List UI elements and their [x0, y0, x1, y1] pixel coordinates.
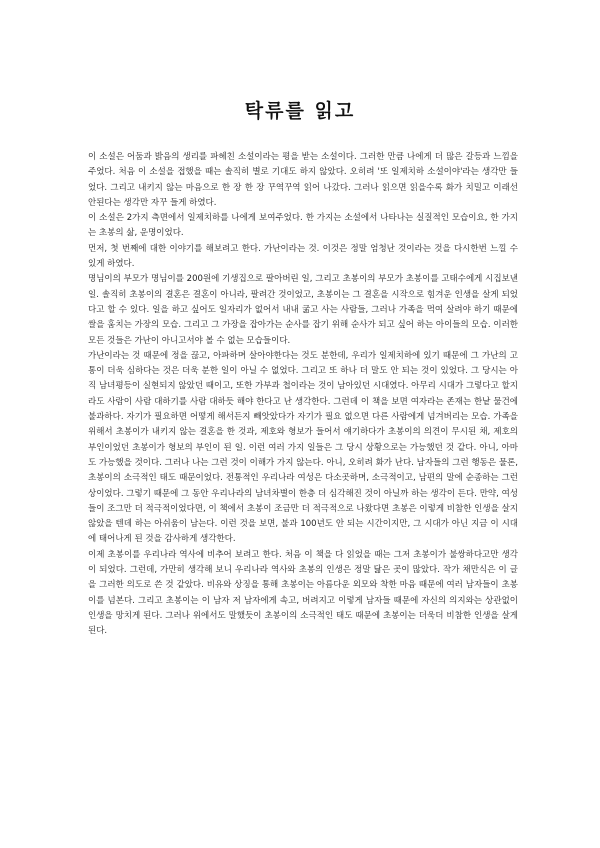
paragraph-1: 이 소설은 어둠과 밝음의 생리를 파헤친 소설이라는 평을 받는 소설이다. 그러한 만큼 나에게 더 많은 갈등과 느낌을 주었다. 처음 이 소설을 접했을 때는 솔직히 별로 기대도 하지 않았다. 오히려 '또 일제치하 소설이야'라는 생각만 들었다. 그리고 내키지 않는 마음으로 한 장 한 장 꾸역꾸역 읽어 나갔다. 그러나 읽으면 읽을수록 화가 치밀고 이래선 안된다는 생각만 자꾸 들게 하였다.	[88, 152, 518, 208]
paragraph-6: 이제 초봉이를 우리나라 역사에 비추어 보려고 한다. 처음 이 책을 다 읽었을 때는 그저 초봉이가 불쌍하다고만 생각이 되었다. 그런데, 가만히 생각해 보니 우리나라 역사와 초봉의 인생은 정말 닮은 곳이 많았다. 작가 채만식은 이 글을 그러한 의도로 쓴 것 같았다. 비유와 상징을 통해 초봉이는 아름다운 외모와 착한 마음 때문에 여러 남자들이 초봉이를 넘본다. 그리고 초봉이는 이 남자 저 남자에게 속고, 버려지고 이렇게 남자들 때문에 자신의 의지와는 상관없이 인생을 망치게 된다. 그러나 위에서도 말했듯이 초봉이의 소극적인 태도 때문에 초봉이는 더욱더 비참한 인생을 살게 된다.	[88, 549, 518, 637]
paragraph-2: 이 소설은 2가지 측면에서 일제치하를 나에게 보여주었다. 한 가지는 소설에서 나타나는 실질적인 모습이요, 한 가지는 초봉의 삶, 운명이었다.	[88, 213, 518, 239]
paragraph-4: 명님이의 부모가 명님이를 200원에 기생집으로 팔아버린 일, 그리고 초봉이의 부모가 초봉이를 고태수에게 시집보낸 일. 솔직히 초봉이의 결혼은 결혼이 아니라, 팔려간 것이었고, 초봉이는 그 결혼을 시작으로 힘겨운 인생을 살게 되었다고 할 수 있다. 일을 하고 싶어도 일자리가 없어서 내내 굶고 사는 사람들, 그러나 가족을 먹여 살려야 하기 때문에 쌀을 훔치는 가장의 모습. 그리고 그 가장을 잡아가는 순사를 잡기 위해 순사가 되고 싶어 하는 아이들의 모습. 이러한 모든 것들은 가난이 아니고서야 볼 수 없는 모습들이다.	[88, 274, 518, 346]
paragraph-3: 먼저, 첫 번째에 대한 이야기를 해보려고 한다. 가난이라는 것. 이것은 정말 엄청난 것이라는 것을 다시한번 느낄 수 있게 하였다.	[88, 243, 518, 270]
paragraph-5: 가난이라는 것 때문에 정을 끊고, 아파하며 살아야한다는 것도 분한데, 우리가 일제치하에 있기 때문에 그 가난의 고통이 더욱 심하다는 것은 더욱 분한 일이 아닐 수 없었다. 그리고 또 하나 더 말도 안 되는 것이 있었다. 그 당시는 아직 남녀평등이 실현되지 않았던 때이고, 또한 가부과 첩이라는 것이 남아있던 시대였다. 아무리 시대가 그렇다고 할지라도 사람이 사람 대하기를 사람 대하듯 해야 한다고 난 생각한다. 그런데 이 책을 보면 여자라는 존재는 한낱 물건에 불과하다. 자기가 필요하면 어떻게 해서든지 빼앗았다가 자기가 필요 없으면 다른 사람에게 넘겨버리는 모습. 가족을 위해서 초봉이가 내키지 않는 결혼을 한 것과, 제호와 형보가 들어서 얘기하다가 초봉이의 의견이 무시된 채, 제호의 부인이었던 초봉이가 형보의 부인이 된 일. 이런 여러 가지 일들은 그 당시 상황으로는 가능했던 것 같다. 아니, 아마도 가능했을 것이다. 그러나 나는 그런 것이 이해가 가지 않는다. 아니, 오히려 화가 난다. 남자들의 그런 행동은 물론, 초봉이의 소극적인 태도 때문이었다. 전통적인 우리나라 여성은 다소곳하며, 소극적이고, 남편의 말에 순종하는 그런 상이었다. 그렇기 때문에 그 동안 우리나라의 남녀차별이 한층 더 심각해진 것이 아닐까 하는 생각이 든다. 만약, 여성들이 조그만 더 적극적이었다면, 이 책에서 초봉이 조금만 더 적극적으로 나왔다면 초봉은 이렇게 비참한 인생을 살지 않았을 텐데 하는 아쉬움이 남는다. 이런 것을 보면, 불과 100년도 안 되는 시간이지만, 그 시대가 아닌 지금 이 시대에 태어나게 된 것을 감사하게 생각한다.	[88, 350, 518, 545]
document-body	[88, 150, 518, 640]
document-title: 탁류를 읽고	[244, 100, 356, 122]
